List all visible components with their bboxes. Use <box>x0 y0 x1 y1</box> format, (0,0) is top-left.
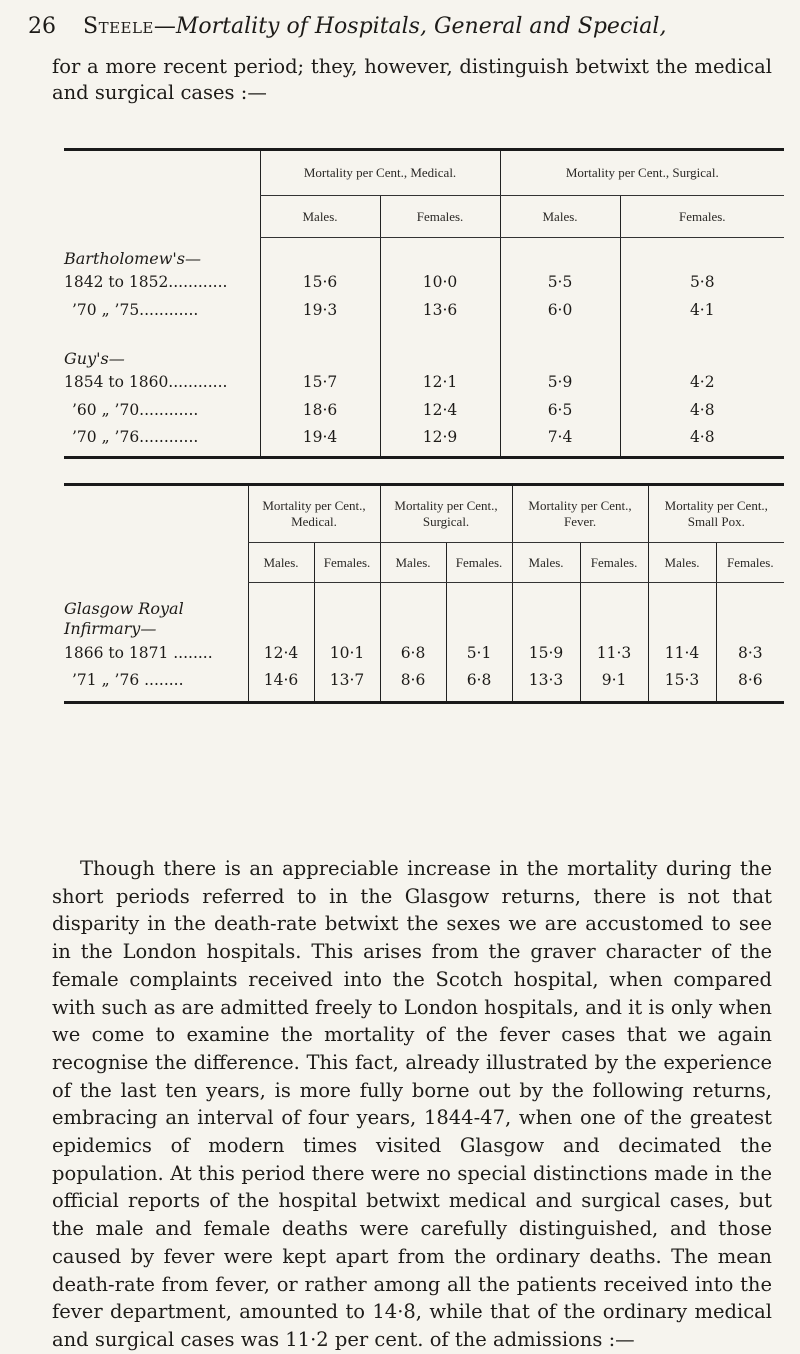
table-cell: 7·4 <box>500 424 620 458</box>
running-head-title: Mortality of Hospitals, General and Special, <box>175 14 667 39</box>
table-row <box>64 296 784 324</box>
table-cell: 15·3 <box>648 667 716 703</box>
table-row <box>64 424 784 458</box>
column-header: Females. <box>620 196 784 238</box>
table-cell: 10·0 <box>380 268 500 296</box>
table-row <box>64 396 784 424</box>
page-number: 26 <box>28 14 56 39</box>
table-glasgow-infirmary <box>64 483 784 704</box>
running-head <box>28 14 666 39</box>
table-cell: 5·8 <box>620 268 784 296</box>
column-header: Males. <box>500 196 620 238</box>
column-header: Females. <box>716 543 784 583</box>
hospital-label: Guy's— <box>64 348 125 368</box>
table-row <box>64 368 784 396</box>
table-cell: 15·6 <box>260 268 380 296</box>
table-cell: 12·9 <box>380 424 500 458</box>
table-cell: 12·4 <box>248 639 314 667</box>
column-header: Females. <box>380 196 500 238</box>
column-header: Males. <box>260 196 380 238</box>
column-group-header: Mortality per Cent., Medical. <box>248 485 380 543</box>
table-row <box>64 268 784 296</box>
table-cell: 11·4 <box>648 639 716 667</box>
body-paragraph <box>52 855 772 1354</box>
table-cell: 19·3 <box>260 296 380 324</box>
table-cell: 5·5 <box>500 268 620 296</box>
table-cell: 13·7 <box>314 667 380 703</box>
table-cell: 4·8 <box>620 424 784 458</box>
period-label: 1854 to 1860............ <box>64 372 228 391</box>
table-cell: 15·9 <box>512 639 580 667</box>
table-cell: 4·8 <box>620 396 784 424</box>
column-group-header: Mortality per Cent., Surgical. <box>500 150 784 196</box>
table-cell: 6·8 <box>380 639 446 667</box>
table-row <box>64 667 784 703</box>
column-group-header: Mortality per Cent., Fever. <box>512 485 648 543</box>
table-cell: 18·6 <box>260 396 380 424</box>
table-header-row <box>64 150 784 196</box>
table-cell: 11·3 <box>580 639 648 667</box>
table-cell: 13·3 <box>512 667 580 703</box>
table-cell: 12·4 <box>380 396 500 424</box>
table-cell: 12·1 <box>380 368 500 396</box>
column-header: Males. <box>248 543 314 583</box>
table-cell: 5·1 <box>446 639 512 667</box>
column-group-header: Mortality per Cent., Small Pox. <box>648 485 784 543</box>
column-header: Females. <box>446 543 512 583</box>
table-cell: 19·4 <box>260 424 380 458</box>
table-subheader-row <box>64 543 784 583</box>
table-cell: 6·5 <box>500 396 620 424</box>
table-cell: 10·1 <box>314 639 380 667</box>
table-cell: 8·6 <box>716 667 784 703</box>
period-label: 1866 to 1871 ........ <box>64 643 213 662</box>
table-cell: 9·1 <box>580 667 648 703</box>
column-header: Males. <box>380 543 446 583</box>
table-cell: 13·6 <box>380 296 500 324</box>
table-cell: 8·6 <box>380 667 446 703</box>
table-cell: 14·6 <box>248 667 314 703</box>
table-section-row <box>64 238 784 268</box>
period-label: ’71 „ ’76 ........ <box>64 667 248 703</box>
intro-paragraph <box>52 54 772 106</box>
intro-text: for a more recent period; they, however, distinguish betwixt the medical and surgical cases :— <box>52 55 772 104</box>
running-head-author: Steele <box>83 14 154 39</box>
period-label: 1842 to 1852............ <box>64 272 228 291</box>
table-row <box>64 639 784 667</box>
period-label: ’70 „ ’76............ <box>64 424 260 458</box>
table-cell: 5·9 <box>500 368 620 396</box>
column-header: Females. <box>314 543 380 583</box>
table-cell: 8·3 <box>716 639 784 667</box>
body-text: Though there is an appreciable increase in the mortality during the short periods referred to in the Glasgow returns, there is not that disparity in the death-rate betwixt the sexes we are accustomed to see in the London hospitals. This arises from the graver character of the female complaints received into the Scotch hospital, when compared with such as are admitted freely to London hospitals, and it is only when we come to examine the mortality of the fever cases that we again recognise the difference. This fact, already illustrated by the experience of the last ten years, is more fully borne out by the following returns, embracing an interval of four years, 1844-47, when one of the greatest epidemics of modern times visited Glasgow and decimated the population. At this period there were no special distinctions made in the official reports of the hospital betwixt medical and surgical cases, but the male and female deaths were carefully distinguished, and those caused by fever were kept apart from the ordinary deaths. The mean death-rate from fever, or rather among all the patients received into the fever department, amounted to 14·8, while that of the ordinary medical and surgical cases was 11·2 per cent. of the admissions :— <box>52 857 772 1351</box>
column-header: Males. <box>648 543 716 583</box>
table-section-row <box>64 583 784 639</box>
table-cell: 15·7 <box>260 368 380 396</box>
table-section-row <box>64 324 784 368</box>
column-header: Females. <box>580 543 648 583</box>
hospital-label: Bartholomew's— <box>64 248 202 268</box>
column-group-header: Mortality per Cent., Surgical. <box>380 485 512 543</box>
table-cell: 6·0 <box>500 296 620 324</box>
running-head-dash: — <box>153 14 176 39</box>
column-group-header: Mortality per Cent., Medical. <box>260 150 500 196</box>
table-cell: 6·8 <box>446 667 512 703</box>
table-subheader-row <box>64 196 784 238</box>
table-cell: 4·1 <box>620 296 784 324</box>
table-london-hospitals <box>64 148 784 459</box>
period-label: ’70 „ ’75............ <box>72 300 199 319</box>
table-header-row <box>64 485 784 543</box>
table-cell: 4·2 <box>620 368 784 396</box>
hospital-label: Glasgow Royal Infirmary— <box>64 598 184 638</box>
period-label: ’60 „ ’70............ <box>72 400 199 419</box>
column-header: Males. <box>512 543 580 583</box>
